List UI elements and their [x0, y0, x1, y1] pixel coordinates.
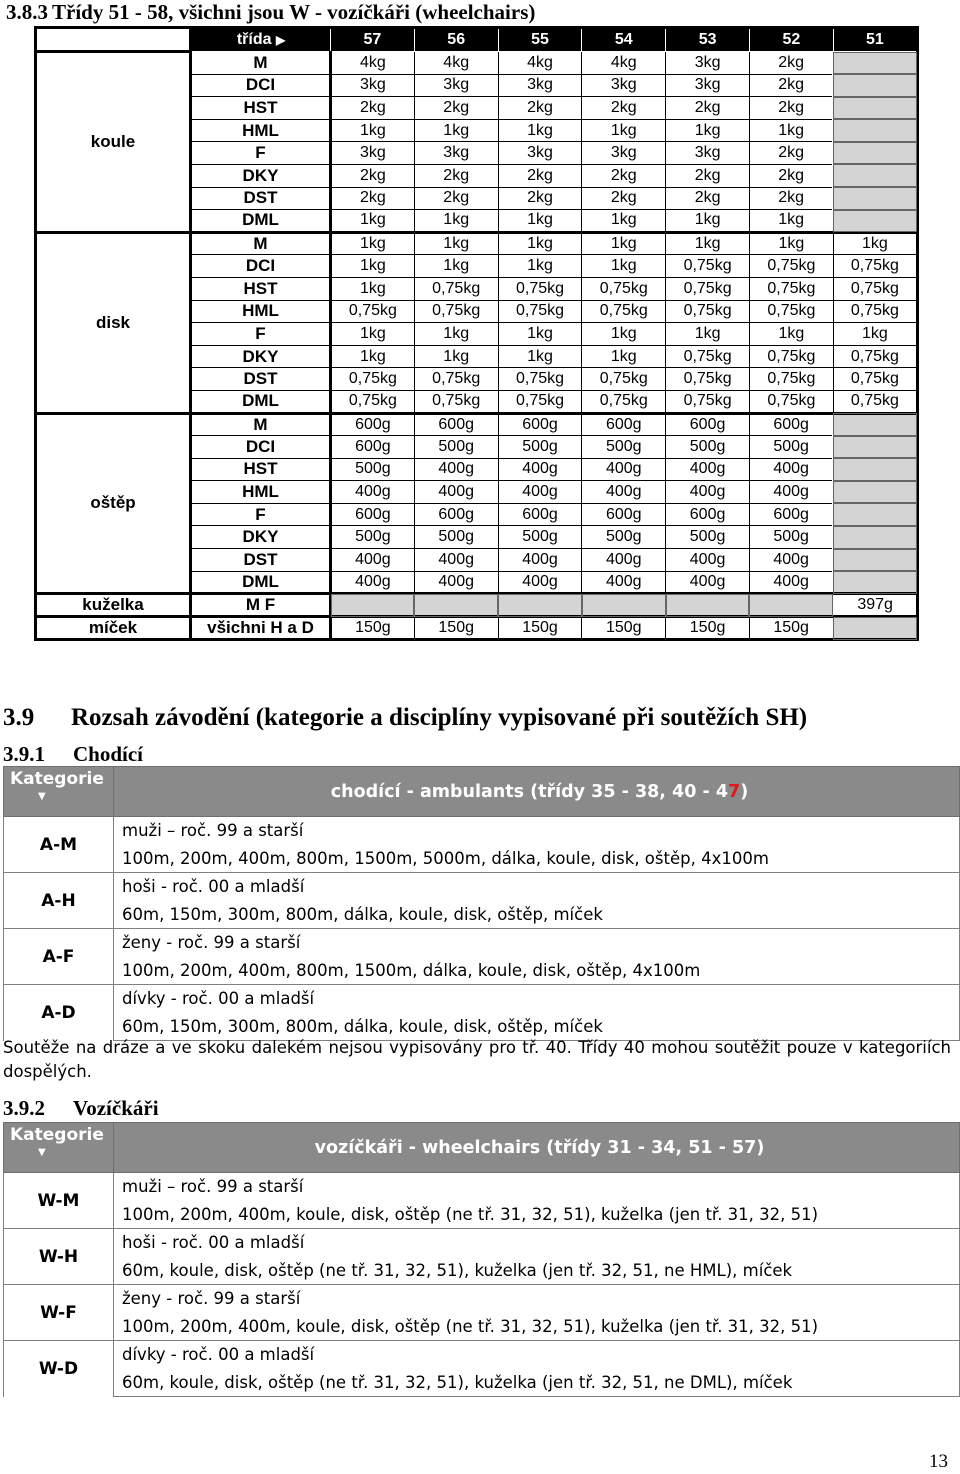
- discipline-cell: koule: [36, 52, 191, 233]
- weight-cell: 500g: [749, 436, 833, 459]
- weight-cell: 1kg: [749, 232, 833, 255]
- weight-cell: 1kg: [331, 210, 415, 233]
- weight-cell: 0,75kg: [833, 390, 917, 413]
- class-cell: M: [191, 413, 331, 436]
- not-applicable-cell: [749, 594, 833, 617]
- header-class-51: 51: [833, 28, 917, 52]
- not-applicable-cell: [833, 97, 917, 120]
- weight-cell: 0,75kg: [749, 255, 833, 278]
- category-age: muži – roč. 99 a starší: [114, 1173, 960, 1201]
- section-number: 3.9.2: [3, 1096, 45, 1120]
- category-code: W-H: [4, 1229, 114, 1285]
- category-code: A-D: [4, 985, 114, 1041]
- class-cell: F: [191, 503, 331, 526]
- weight-cell: 0,75kg: [749, 300, 833, 323]
- not-applicable-cell: [833, 74, 917, 97]
- wheelchair-title: vozíčkáři - wheelchairs (třídy 31 - 34, 51 - 57): [114, 1123, 960, 1173]
- weight-cell: 500g: [414, 436, 498, 459]
- not-applicable-cell: [833, 458, 917, 481]
- weight-cell: 400g: [666, 458, 750, 481]
- weight-cell: 0,75kg: [749, 345, 833, 368]
- weight-cell: 1kg: [414, 210, 498, 233]
- not-applicable-cell: [331, 594, 415, 617]
- weight-cell: 2kg: [749, 97, 833, 120]
- weight-cell: 600g: [498, 503, 582, 526]
- weight-cell: 3kg: [331, 74, 415, 97]
- section-title: Chodící: [73, 742, 144, 766]
- triangle-down-icon: ▼: [38, 791, 46, 802]
- weight-cell: 1kg: [414, 119, 498, 142]
- weight-cell: 0,75kg: [414, 390, 498, 413]
- header-class-label: třída ▶: [191, 28, 331, 52]
- class-cell: všichni H a D: [191, 617, 331, 640]
- weight-cell: 1kg: [833, 232, 917, 255]
- weight-cell: 600g: [331, 436, 415, 459]
- class-cell: DML: [191, 210, 331, 233]
- table-header-row: [4, 767, 960, 817]
- section-title: Třídy 51 - 58, všichni jsou W - vozíčkáři (wheelchairs): [52, 0, 536, 24]
- weight-cell: 1kg: [498, 232, 582, 255]
- not-applicable-cell: [414, 594, 498, 617]
- weight-cell: 0,75kg: [582, 277, 666, 300]
- table-row: [36, 617, 918, 640]
- class-cell: DML: [191, 390, 331, 413]
- weight-cell: 400g: [666, 571, 750, 594]
- weight-cell: 2kg: [331, 164, 415, 187]
- weight-cell: 400g: [414, 549, 498, 572]
- header-class-56: 56: [414, 28, 498, 52]
- weight-cell: 0,75kg: [666, 368, 750, 391]
- weight-cell: 2kg: [749, 52, 833, 75]
- not-applicable-cell: [833, 436, 917, 459]
- category-age: muži – roč. 99 a starší: [114, 817, 960, 845]
- category-disciplines: 100m, 200m, 400m, koule, disk, oštěp (ne tř. 31, 32, 51), kuželka (jen tř. 31, 32, 51): [114, 1313, 960, 1341]
- weight-cell: 2kg: [582, 164, 666, 187]
- category-row: [4, 817, 960, 845]
- weight-cell: 0,75kg: [498, 300, 582, 323]
- weight-cell: 1kg: [749, 210, 833, 233]
- weight-cell: 500g: [498, 526, 582, 549]
- weight-cell: 400g: [582, 571, 666, 594]
- weight-cell: 0,75kg: [833, 277, 917, 300]
- weight-cell: 1kg: [498, 119, 582, 142]
- header-class-54: 54: [582, 28, 666, 52]
- weight-cell: 1kg: [414, 345, 498, 368]
- triangle-down-icon: ▼: [38, 1147, 46, 1158]
- weight-cell: 600g: [331, 413, 415, 436]
- category-row: [4, 1285, 960, 1313]
- weight-cell: 400g: [498, 458, 582, 481]
- weight-cell: 400g: [331, 481, 415, 504]
- class-cell: DST: [191, 187, 331, 210]
- weight-cell: 1kg: [498, 345, 582, 368]
- weight-cell: 1kg: [498, 210, 582, 233]
- not-applicable-cell: [833, 164, 917, 187]
- weight-cell: 400g: [749, 549, 833, 572]
- weight-cell: 600g: [666, 413, 750, 436]
- weight-cell: 397g: [833, 594, 917, 617]
- kategorie-header: Kategorie ▼: [4, 767, 114, 817]
- not-applicable-cell: [833, 617, 917, 640]
- category-row-disciplines: [4, 1313, 960, 1341]
- category-disciplines: 60m, 150m, 300m, 800m, dálka, koule, disk, oštěp, míček: [114, 1013, 960, 1041]
- category-row: [4, 873, 960, 901]
- weight-cell: 1kg: [666, 119, 750, 142]
- weight-cell: 600g: [414, 413, 498, 436]
- class-cell: DST: [191, 549, 331, 572]
- category-disciplines: 100m, 200m, 400m, 800m, 1500m, 5000m, dálka, koule, disk, oštěp, 4x100m: [114, 845, 960, 873]
- weight-cell: 0,75kg: [414, 300, 498, 323]
- weight-cell: 1kg: [331, 255, 415, 278]
- category-row: [4, 1229, 960, 1257]
- class-cell: HST: [191, 97, 331, 120]
- weight-cell: 3kg: [582, 142, 666, 165]
- weight-cell: 3kg: [414, 142, 498, 165]
- weight-cell: 1kg: [414, 323, 498, 346]
- weight-cell: 500g: [666, 526, 750, 549]
- weight-cell: 1kg: [498, 323, 582, 346]
- class-cell: DML: [191, 571, 331, 594]
- weight-cell: 0,75kg: [749, 277, 833, 300]
- weight-cell: 1kg: [331, 323, 415, 346]
- weight-cell: 1kg: [414, 232, 498, 255]
- weight-cell: 600g: [749, 503, 833, 526]
- class-cell: HML: [191, 119, 331, 142]
- weight-cell: 600g: [582, 503, 666, 526]
- class-cell: DCI: [191, 436, 331, 459]
- weight-cell: 600g: [749, 413, 833, 436]
- category-row-disciplines: [4, 845, 960, 873]
- class-cell: DKY: [191, 526, 331, 549]
- category-code: A-H: [4, 873, 114, 929]
- weight-cell: 400g: [666, 549, 750, 572]
- class-cell: DKY: [191, 164, 331, 187]
- category-age: dívky - roč. 00 a mladší: [114, 985, 960, 1013]
- weight-cell: 0,75kg: [331, 368, 415, 391]
- ambulant-categories-table: [3, 766, 960, 1041]
- class-cell: DST: [191, 368, 331, 391]
- class-cell: HML: [191, 481, 331, 504]
- weight-cell: 4kg: [582, 52, 666, 75]
- weight-cell: 0,75kg: [666, 390, 750, 413]
- class-cell: M: [191, 232, 331, 255]
- weight-cell: 0,75kg: [414, 277, 498, 300]
- section-3-9-1-heading: [3, 742, 143, 767]
- wheelchair-categories-table: [3, 1122, 960, 1397]
- class-cell: M F: [191, 594, 331, 617]
- class-cell: HML: [191, 300, 331, 323]
- weight-cell: 1kg: [331, 277, 415, 300]
- not-applicable-cell: [833, 571, 917, 594]
- weight-cell: 400g: [749, 571, 833, 594]
- category-age: ženy - roč. 99 a starší: [114, 1285, 960, 1313]
- weight-cell: 0,75kg: [582, 368, 666, 391]
- class-cell: DKY: [191, 345, 331, 368]
- weight-cell: 1kg: [582, 119, 666, 142]
- section-title: Rozsah závodění (kategorie a disciplíny vypisované při soutěžích SH): [71, 704, 808, 731]
- category-age: dívky - roč. 00 a mladší: [114, 1341, 960, 1369]
- weight-cell: 500g: [582, 526, 666, 549]
- class-cell: F: [191, 323, 331, 346]
- weight-cell: 600g: [414, 503, 498, 526]
- weight-cell: 400g: [414, 458, 498, 481]
- weight-cell: 500g: [666, 436, 750, 459]
- weight-cell: 1kg: [498, 255, 582, 278]
- category-row: [4, 1173, 960, 1201]
- class-cell: HST: [191, 458, 331, 481]
- weight-cell: 0,75kg: [414, 368, 498, 391]
- category-disciplines: 100m, 200m, 400m, koule, disk, oštěp (ne tř. 31, 32, 51), kuželka (jen tř. 31, 32, 51): [114, 1201, 960, 1229]
- category-disciplines: 60m, koule, disk, oštěp (ne tř. 31, 32, 51), kuželka (jen tř. 32, 51, ne DML), míček: [114, 1369, 960, 1397]
- category-row-disciplines: [4, 1201, 960, 1229]
- weight-cell: 600g: [498, 413, 582, 436]
- weight-cell: 150g: [414, 617, 498, 640]
- weight-cell: 4kg: [498, 52, 582, 75]
- weight-cell: 600g: [331, 503, 415, 526]
- weight-cell: 2kg: [331, 97, 415, 120]
- category-row-disciplines: [4, 1369, 960, 1397]
- header-class-57: 57: [331, 28, 415, 52]
- weight-cell: 400g: [498, 481, 582, 504]
- weight-cell: 0,75kg: [582, 300, 666, 323]
- weight-cell: 0,75kg: [833, 300, 917, 323]
- weight-cell: 0,75kg: [833, 255, 917, 278]
- weight-cell: 400g: [331, 571, 415, 594]
- category-row-disciplines: [4, 1257, 960, 1285]
- weight-cell: 1kg: [666, 232, 750, 255]
- weight-cell: 500g: [749, 526, 833, 549]
- weight-cell: 0,75kg: [498, 390, 582, 413]
- weight-cell: 2kg: [666, 187, 750, 210]
- weight-cell: 1kg: [582, 345, 666, 368]
- weight-cell: 1kg: [582, 255, 666, 278]
- weight-cell: 0,75kg: [833, 345, 917, 368]
- weight-cell: 0,75kg: [666, 255, 750, 278]
- category-age: ženy - roč. 99 a starší: [114, 929, 960, 957]
- weight-cell: 3kg: [331, 142, 415, 165]
- section-title: Vozíčkáři: [73, 1096, 159, 1120]
- weight-cell: 0,75kg: [833, 368, 917, 391]
- weight-cell: 2kg: [498, 164, 582, 187]
- weight-cell: 150g: [582, 617, 666, 640]
- section-3-9-heading: [3, 704, 807, 732]
- weight-cell: 150g: [331, 617, 415, 640]
- weight-cell: 400g: [582, 549, 666, 572]
- table-header-row: [4, 1123, 960, 1173]
- discipline-cell: míček: [36, 617, 191, 640]
- not-applicable-cell: [833, 142, 917, 165]
- note-paragraph: Soutěže na dráze a ve skoku dalekém nejsou vypisovány pro tř. 40. Třídy 40 mohou soutěžit pouze v kategoriích dospělých.: [3, 1038, 951, 1081]
- class-cell: F: [191, 142, 331, 165]
- weight-cell: 500g: [414, 526, 498, 549]
- weight-cell: 1kg: [331, 232, 415, 255]
- weight-cell: 150g: [666, 617, 750, 640]
- weight-cell: 2kg: [666, 164, 750, 187]
- weight-cell: 1kg: [666, 210, 750, 233]
- weight-cell: 3kg: [666, 74, 750, 97]
- weight-cell: 600g: [666, 503, 750, 526]
- not-applicable-cell: [666, 594, 750, 617]
- weight-cell: 1kg: [749, 323, 833, 346]
- weight-cell: 0,75kg: [582, 390, 666, 413]
- weight-cell: 150g: [498, 617, 582, 640]
- header-class-52: 52: [749, 28, 833, 52]
- weight-cell: 400g: [498, 549, 582, 572]
- weight-cell: 3kg: [666, 142, 750, 165]
- weight-cell: 0,75kg: [666, 277, 750, 300]
- weight-cell: 0,75kg: [666, 300, 750, 323]
- category-code: A-F: [4, 929, 114, 985]
- weight-cell: 2kg: [414, 187, 498, 210]
- not-applicable-cell: [833, 413, 917, 436]
- header-class-55: 55: [498, 28, 582, 52]
- category-age: hoši - roč. 00 a mladší: [114, 1229, 960, 1257]
- header-class-53: 53: [666, 28, 750, 52]
- section-number: 3.9.1: [3, 742, 45, 766]
- weight-cell: 1kg: [666, 323, 750, 346]
- weight-cell: 0,75kg: [498, 277, 582, 300]
- discipline-cell: disk: [36, 232, 191, 413]
- weight-cell: 0,75kg: [749, 368, 833, 391]
- weight-cell: 0,75kg: [331, 300, 415, 323]
- weight-cell: 0,75kg: [666, 345, 750, 368]
- weight-cell: 0,75kg: [749, 390, 833, 413]
- weight-cell: 2kg: [749, 142, 833, 165]
- table-row: [36, 52, 918, 75]
- section-3-9-2-heading: [3, 1096, 159, 1121]
- category-disciplines: 100m, 200m, 400m, 800m, 1500m, dálka, koule, disk, oštěp, 4x100m: [114, 957, 960, 985]
- table-header-row: [36, 28, 918, 52]
- not-applicable-cell: [833, 187, 917, 210]
- weight-cell: 4kg: [331, 52, 415, 75]
- category-disciplines: 60m, koule, disk, oštěp (ne tř. 31, 32, 51), kuželka (jen tř. 32, 51, ne HML), míček: [114, 1257, 960, 1285]
- weight-cell: 400g: [414, 571, 498, 594]
- weight-cell: 2kg: [582, 187, 666, 210]
- weight-cell: 400g: [331, 549, 415, 572]
- weight-cell: 1kg: [749, 119, 833, 142]
- category-row-disciplines: [4, 957, 960, 985]
- class-cell: DCI: [191, 255, 331, 278]
- page-number: 13: [929, 1451, 948, 1472]
- implement-weights-table: [34, 26, 919, 641]
- category-code: W-F: [4, 1285, 114, 1341]
- weight-cell: 2kg: [414, 97, 498, 120]
- weight-cell: 400g: [414, 481, 498, 504]
- weight-cell: 2kg: [582, 97, 666, 120]
- table-row: [36, 594, 918, 617]
- weight-cell: 400g: [749, 481, 833, 504]
- weight-cell: 3kg: [582, 74, 666, 97]
- weight-cell: 1kg: [331, 345, 415, 368]
- weight-cell: 1kg: [582, 210, 666, 233]
- section-number: 3.8.3: [6, 0, 48, 24]
- discipline-cell: oštěp: [36, 413, 191, 594]
- weight-cell: 2kg: [331, 187, 415, 210]
- section-3-8-3-heading: [6, 0, 535, 25]
- weight-cell: 1kg: [414, 255, 498, 278]
- category-row: [4, 985, 960, 1013]
- section-number: 3.9: [3, 704, 35, 731]
- weight-cell: 2kg: [749, 187, 833, 210]
- weight-cell: 400g: [498, 571, 582, 594]
- weight-cell: 2kg: [749, 74, 833, 97]
- not-applicable-cell: [498, 594, 582, 617]
- weight-cell: 3kg: [498, 142, 582, 165]
- weight-cell: 400g: [582, 458, 666, 481]
- not-applicable-cell: [833, 526, 917, 549]
- header-corner: [36, 28, 191, 52]
- discipline-cell: kuželka: [36, 594, 191, 617]
- category-code: W-M: [4, 1173, 114, 1229]
- category-row: [4, 929, 960, 957]
- weight-cell: 400g: [749, 458, 833, 481]
- weight-cell: 400g: [666, 481, 750, 504]
- category-row-disciplines: [4, 901, 960, 929]
- class-cell: HST: [191, 277, 331, 300]
- weight-cell: 1kg: [833, 323, 917, 346]
- weight-cell: 2kg: [749, 164, 833, 187]
- ambulant-title: chodící - ambulants (třídy 35 - 38, 40 - 47): [114, 767, 960, 817]
- weight-cell: 600g: [582, 413, 666, 436]
- weight-cell: 3kg: [666, 52, 750, 75]
- weight-cell: 500g: [498, 436, 582, 459]
- category-disciplines: 60m, 150m, 300m, 800m, dálka, koule, disk, oštěp, míček: [114, 901, 960, 929]
- category-age: hoši - roč. 00 a mladší: [114, 873, 960, 901]
- weight-cell: 2kg: [498, 97, 582, 120]
- weight-cell: 500g: [331, 526, 415, 549]
- not-applicable-cell: [833, 52, 917, 75]
- not-applicable-cell: [833, 481, 917, 504]
- weight-cell: 0,75kg: [498, 368, 582, 391]
- weight-cell: 2kg: [666, 97, 750, 120]
- class-cell: M: [191, 52, 331, 75]
- weight-cell: 2kg: [414, 164, 498, 187]
- table-row: [36, 232, 918, 255]
- category-code: A-M: [4, 817, 114, 873]
- table-row: [36, 413, 918, 436]
- class-cell: DCI: [191, 74, 331, 97]
- weight-cell: 400g: [582, 481, 666, 504]
- weight-cell: 3kg: [414, 74, 498, 97]
- not-applicable-cell: [833, 119, 917, 142]
- not-applicable-cell: [833, 503, 917, 526]
- triangle-right-icon: ▶: [275, 33, 286, 47]
- weight-cell: 4kg: [414, 52, 498, 75]
- not-applicable-cell: [582, 594, 666, 617]
- weight-cell: 0,75kg: [331, 390, 415, 413]
- weight-cell: 500g: [582, 436, 666, 459]
- weight-cell: 3kg: [498, 74, 582, 97]
- weight-cell: 150g: [749, 617, 833, 640]
- category-code: W-D: [4, 1341, 114, 1397]
- weight-cell: 1kg: [331, 119, 415, 142]
- weight-cell: 2kg: [498, 187, 582, 210]
- kategorie-header: Kategorie ▼: [4, 1123, 114, 1173]
- not-applicable-cell: [833, 549, 917, 572]
- not-applicable-cell: [833, 210, 917, 233]
- category-row: [4, 1341, 960, 1369]
- weight-cell: 500g: [331, 458, 415, 481]
- weight-cell: 1kg: [582, 232, 666, 255]
- weight-cell: 1kg: [582, 323, 666, 346]
